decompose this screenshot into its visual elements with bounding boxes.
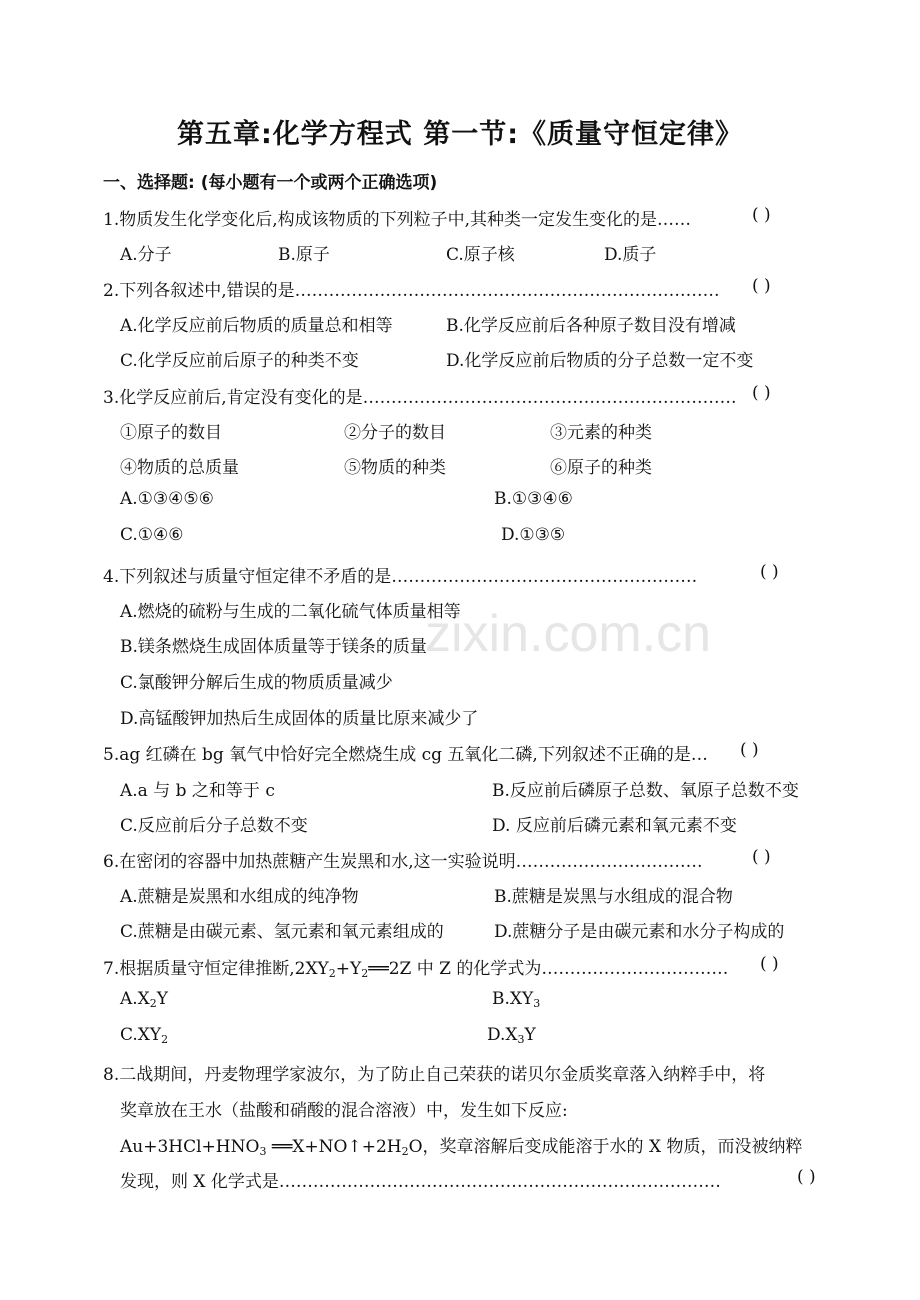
q7-option-a: $A.X_2Y$ xyxy=(120,989,169,1010)
q4-option-d: D.高锰酸钾加热后生成固体的质量比原来减少了 xyxy=(120,709,479,729)
question-6-stem: 6.在密闭的容器中加热蔗糖产生炭黑和水,这一实验说明…………………………… xyxy=(103,852,703,872)
question-7-stem: 7.根据质量守恒定律推断$,2XY_2+Y_2══2Z$ 中 Z 的化学式为…………………………… xyxy=(103,959,729,980)
question-7-answer-blank: ( ) xyxy=(760,954,779,974)
q2-option-c: C.化学反应前后原子的种类不变 xyxy=(120,351,359,371)
q6-option-d: D.蔗糖分子是由碳元素和水分子构成的 xyxy=(494,922,785,942)
q3-option-c: C.①④⑥ xyxy=(120,525,184,545)
q4-option-a: A.燃烧的硫粉与生成的二氧化硫气体质量相等 xyxy=(120,602,461,622)
question-3-stem: 3.化学反应前后,肯定没有变化的是………………………………………………………… xyxy=(103,388,737,408)
q3-item-4: ④物质的总质量 xyxy=(120,458,239,478)
q2-option-a: A.化学反应前后物质的质量总和相等 xyxy=(120,316,393,336)
question-5-stem: 5.ag 红磷在 bg 氧气中恰好完全燃烧生成 cg 五氧化二磷,下列叙述不正确的是… xyxy=(103,745,708,765)
page-title: 第五章:化学方程式 第一节:《质量守恒定律》 xyxy=(177,119,743,150)
q1-option-c: C.原子核 xyxy=(446,245,515,265)
q5-option-c: C.反应前后分子总数不变 xyxy=(120,816,308,836)
question-5-answer-blank: ( ) xyxy=(740,740,759,760)
q6-option-c: C.蔗糖是由碳元素、氢元素和氧元素组成的 xyxy=(120,922,444,942)
question-8-stem-line-1: 8.二战期间，丹麦物理学家波尔，为了防止自己荣获的诺贝尔金质奖章落入纳粹手中，将 xyxy=(103,1065,766,1085)
question-8-equation-line: $Au+3HCl+HNO_3$ $══X+NO↑+2H_2O$，奖章溶解后变成能溶于水的 X 物质，而没被纳粹 xyxy=(120,1137,803,1158)
q7-option-c: $C.XY_2$ xyxy=(120,1025,169,1046)
question-2-stem: 2.下列各叙述中,错误的是………………………………………………………………… xyxy=(103,281,720,301)
q5-option-b: B.反应前后磷原子总数、氧原子总数不变 xyxy=(492,781,799,801)
question-4-stem: 4.下列叙述与质量守恒定律不矛盾的是……………………………………………… xyxy=(103,567,698,587)
q7-option-b: $B.XY_3$ xyxy=(492,989,541,1010)
question-8-stem-line-4: 发现，则 X 化学式是…………………………………………………………………… xyxy=(120,1172,721,1192)
question-2-answer-blank: ( ) xyxy=(752,276,771,296)
q3-option-b: B.①③④⑥ xyxy=(494,489,573,509)
question-8-answer-blank: ( ) xyxy=(797,1167,816,1187)
question-1-stem: 1.物质发生化学变化后,构成该物质的下列粒子中,其种类一定发生变化的是…… xyxy=(103,210,692,230)
question-6-answer-blank: ( ) xyxy=(752,847,771,867)
q1-option-a: A.分子 xyxy=(120,245,172,265)
q5-option-a: A.a 与 b 之和等于 c xyxy=(120,781,275,801)
q3-item-5: ⑤物质的种类 xyxy=(344,458,446,478)
q1-option-b: B.原子 xyxy=(278,245,330,265)
q7-option-d: $D.X_3Y$ xyxy=(487,1025,536,1046)
q6-option-b: B.蔗糖是炭黑与水组成的混合物 xyxy=(494,887,733,907)
q2-option-b: B.化学反应前后各种原子数目没有增减 xyxy=(446,316,736,336)
question-1-answer-blank: ( ) xyxy=(752,205,771,225)
question-8-stem-line-2: 奖章放在王水（盐酸和硝酸的混合溶液）中，发生如下反应: xyxy=(120,1101,568,1121)
q3-item-1: ①原子的数目 xyxy=(120,423,222,443)
q1-option-d: D.质子 xyxy=(604,245,657,265)
q3-item-3: ③元素的种类 xyxy=(550,423,652,443)
q4-option-b: B.镁条燃烧生成固体质量等于镁条的质量 xyxy=(120,637,427,657)
watermark: zixin.com.cn xyxy=(425,605,712,663)
q3-option-d: D.①③⑤ xyxy=(501,525,566,545)
section-heading: 一、选择题: (每小题有一个或两个正确选项) xyxy=(103,173,438,193)
q6-option-a: A.蔗糖是炭黑和水组成的纯净物 xyxy=(120,887,359,907)
question-4-answer-blank: ( ) xyxy=(760,562,779,582)
q5-option-d: D. 反应前后磷元素和氧元素不变 xyxy=(492,816,737,836)
q4-option-c: C.氯酸钾分解后生成的物质质量减少 xyxy=(120,673,393,693)
q3-option-a: A.①③④⑤⑥ xyxy=(120,489,214,509)
q2-option-d: D.化学反应前后物质的分子总数一定不变 xyxy=(446,351,754,371)
q3-item-6: ⑥原子的种类 xyxy=(550,458,652,478)
question-3-answer-blank: ( ) xyxy=(752,383,771,403)
q3-item-2: ②分子的数目 xyxy=(344,423,446,443)
